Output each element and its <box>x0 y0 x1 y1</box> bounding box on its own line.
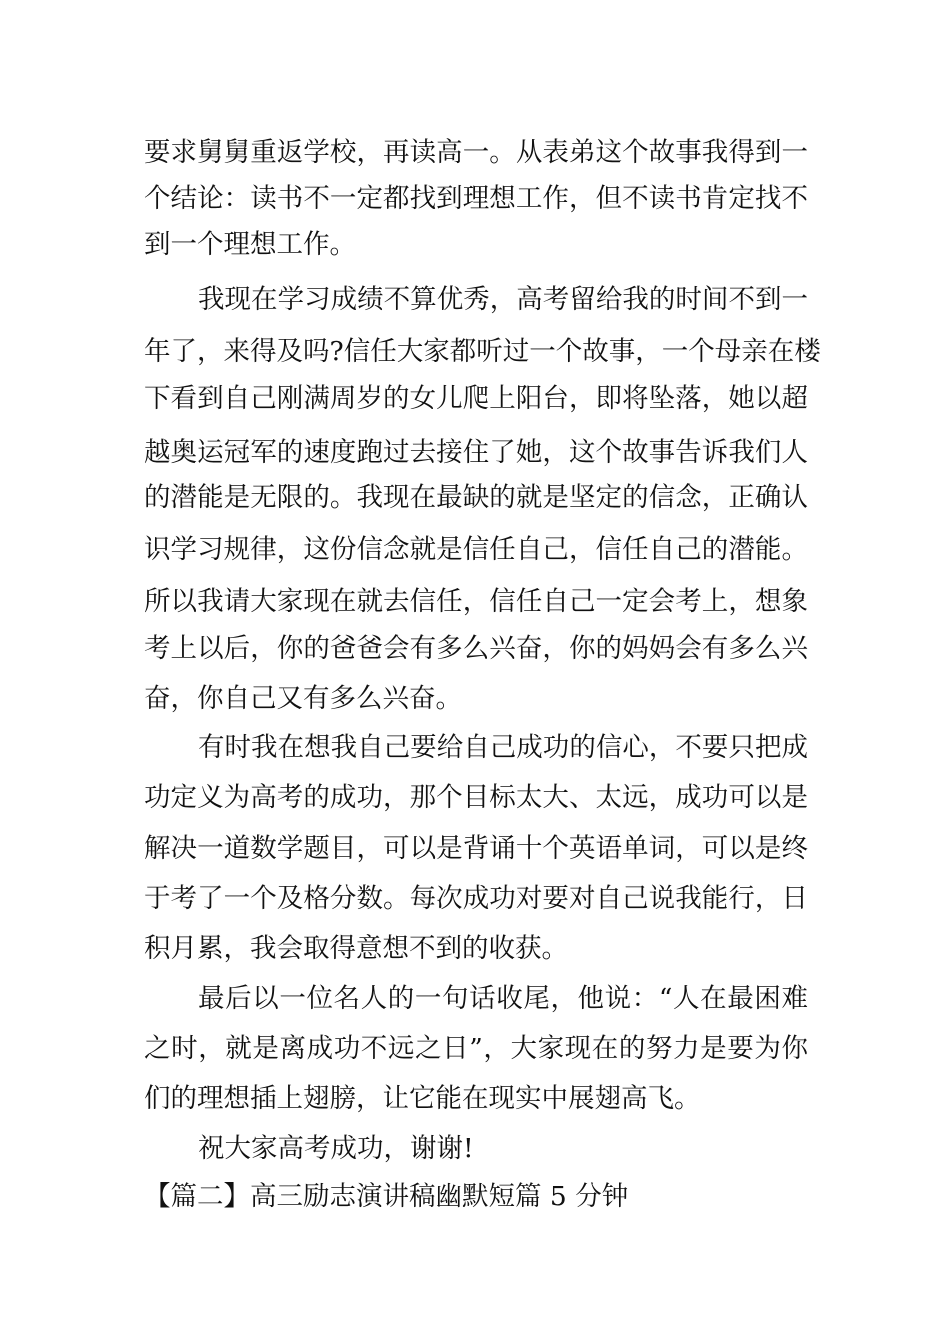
paragraph-3-line-1: 有时我在想我自己要给自己成功的信心，不要只把成 <box>198 732 808 763</box>
paragraph-4-line-2: 之时，就是离成功不远之日”，大家现在的努力是要为你 <box>144 1033 808 1064</box>
paragraph-2-line-9: 奋，你自己又有多么兴奋。 <box>144 683 462 714</box>
paragraph-2-line-3: 下看到自己刚满周岁的女儿爬上阳台，即将坠落，她以超 <box>144 383 808 414</box>
paragraph-2-line-2: 年了，来得及吗?信任大家都听过一个故事，一个母亲在楼 <box>144 336 821 367</box>
paragraph-3-line-3: 解决一道数学题目，可以是背诵十个英语单词，可以是终 <box>144 833 808 864</box>
paragraph-3-line-4: 于考了一个及格分数。每次成功对要对自己说我能行，日 <box>144 883 808 914</box>
paragraph-1-line-1: 要求舅舅重返学校，再读高一。从表弟这个故事我得到一 <box>144 137 808 168</box>
paragraph-3-line-5: 积月累，我会取得意想不到的收获。 <box>144 933 568 964</box>
paragraph-2-line-8: 考上以后，你的爸爸会有多么兴奋，你的妈妈会有多么兴 <box>144 633 808 664</box>
paragraph-2-line-6: 识学习规律，这份信念就是信任自己，信任自己的潜能。 <box>144 534 808 565</box>
paragraph-1-line-2: 个结论：读书不一定都找到理想工作，但不读书肯定找不 <box>144 183 808 214</box>
paragraph-1-line-3: 到一个理想工作。 <box>144 229 356 260</box>
paragraph-3-line-2: 功定义为高考的成功，那个目标太大、太远，成功可以是 <box>144 782 808 813</box>
paragraph-2-line-4: 越奥运冠军的速度跑过去接住了她，这个故事告诉我们人 <box>144 437 808 468</box>
paragraph-2-line-5: 的潜能是无限的。我现在最缺的就是坚定的信念，正确认 <box>144 482 808 513</box>
paragraph-5-line-1: 祝大家高考成功，谢谢! <box>198 1133 474 1164</box>
paragraph-2-line-7: 所以我请大家现在就去信任，信任自己一定会考上，想象 <box>144 586 808 617</box>
section-heading: 【篇二】高三励志演讲稿幽默短篇 5 分钟 <box>144 1181 629 1212</box>
paragraph-4-line-3: 们的理想插上翅膀，让它能在现实中展翅高飞。 <box>144 1083 701 1114</box>
paragraph-2-line-1: 我现在学习成绩不算优秀，高考留给我的时间不到一 <box>198 284 808 315</box>
paragraph-4-line-1: 最后以一位名人的一句话收尾，他说：“人在最困难 <box>198 983 808 1014</box>
